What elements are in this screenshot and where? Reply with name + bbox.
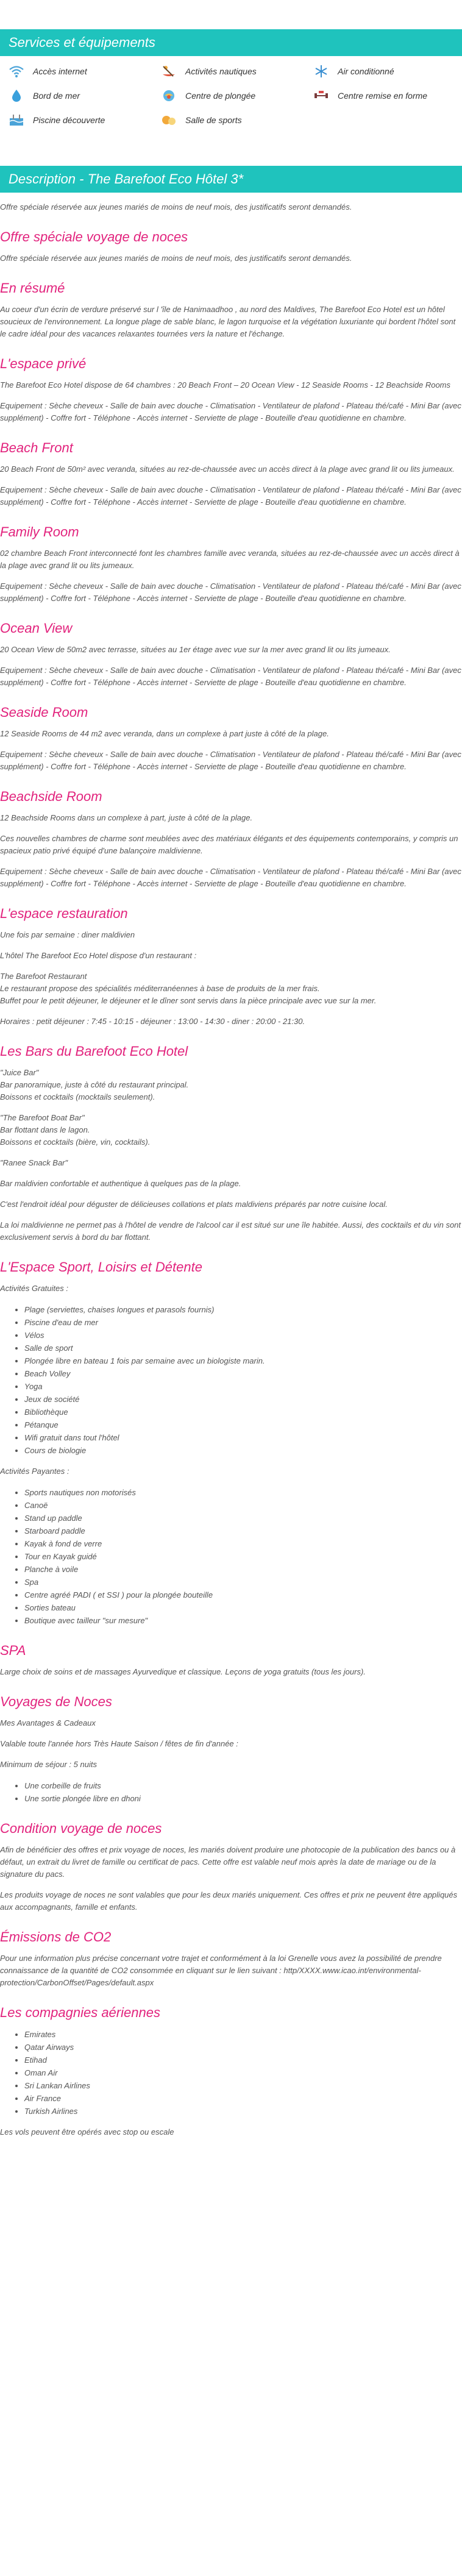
- bar-juice: [0, 1067, 462, 1103]
- list-item: • Spa: [24, 1576, 462, 1589]
- page: [0, 29, 462, 2171]
- sport-free-label: Activités Gratuites :: [0, 1284, 68, 1293]
- bar-line: Bar flottant dans le lagon.: [0, 1125, 90, 1134]
- list-item: • Centre agréé PADI ( et SSI ) pour la plongée bouteille: [24, 1589, 462, 1601]
- service-label: Accès internet: [33, 66, 87, 76]
- wifi-icon: [9, 65, 27, 78]
- service-label: Piscine découverte: [33, 115, 105, 125]
- restaurant-name: The Barefoot Restaurant: [0, 972, 87, 981]
- kayak-icon: [161, 65, 179, 78]
- list-item: • Jeux de société: [24, 1393, 462, 1406]
- list-item: • Yoga: [24, 1380, 462, 1393]
- list-item: • Vélos: [24, 1329, 462, 1342]
- free-activities-list: [0, 1303, 462, 1457]
- prive-text-1: The Barefoot Eco Hotel dispose de 64 chambres : 20 Beach Front – 20 Ocean View - 12 Seaside Rooms - 12 Beachside Rooms: [0, 380, 451, 390]
- seaside-text-2: Equipement : Sèche cheveux - Salle de bain avec douche - Climatisation - Ventilateur de plafond - Plateau thé/café - Mini Bar (avec supplément) - Coffre fort - Téléphone - Accès internet - Serviette de plage - Bouteille d'eau quotidienne en chambre.: [0, 750, 461, 771]
- restauration-text-1: Une fois par semaine : diner maldivien: [0, 930, 135, 939]
- list-item: • Tour en Kayak guidé: [24, 1550, 462, 1563]
- heading-sport: L'Espace Sport, Loisirs et Détente: [0, 1259, 202, 1275]
- list-item: • Qatar Airways: [24, 2041, 462, 2054]
- service-label: Salle de sports: [185, 115, 242, 125]
- heading-condition: Condition voyage de noces: [0, 1821, 162, 1836]
- paid-activities-list: [0, 1486, 462, 1627]
- heading-bars: Les Bars du Barefoot Eco Hotel: [0, 1044, 188, 1059]
- list-item: • Beach Volley: [24, 1367, 462, 1380]
- heading-ocean: Ocean View: [0, 621, 73, 636]
- services-band: Services et équipements: [0, 29, 462, 56]
- prive-text-2: Equipement : Sèche cheveux - Salle de bain avec douche - Climatisation - Ventilateur de plafond - Plateau thé/café - Mini Bar (avec supplément) - Coffre fort - Téléphone - Accès internet - Serviette de plage - Bouteille d'eau quotidienne en chambre.: [0, 401, 461, 422]
- list-item: • Pétanque: [24, 1418, 462, 1431]
- heading-resume: En résumé: [0, 280, 65, 296]
- condition-text-2: Les produits voyage de noces ne sont valables que pour les deux mariés uniquement. Ces offres et prix ne peuvent être appliqués aux accompagnants, famille et enfants.: [0, 1890, 458, 1912]
- heading-beachfront: Beach Front: [0, 440, 73, 455]
- heading-co2: Émissions de CO2: [0, 1929, 112, 1944]
- list-item: • Salle de sport: [24, 1342, 462, 1354]
- heading-beachside: Beachside Room: [0, 789, 102, 804]
- service-label: Bord de mer: [33, 91, 80, 101]
- airlines-list: [0, 2028, 462, 2118]
- beachfront-text-1: 20 Beach Front de 50m² avec veranda, situées au rez-de-chaussée avec un accès direct à la plage avec grand lit ou lits jumeaux.: [0, 464, 455, 474]
- list-item: • Plongée libre en bateau 1 fois par semaine avec un biologiste marin.: [24, 1354, 462, 1367]
- noces-text: Offre spéciale réservée aux jeunes mariés de moins de neuf mois, des justificatifs seront demandés.: [0, 254, 352, 263]
- heading-restauration: L'espace restauration: [0, 906, 128, 921]
- restauration-hours: Horaires : petit déjeuner : 7:45 - 10:15 - déjeuner : 13:00 - 14:30 - diner : 20:00 - 21:30.: [0, 1017, 305, 1026]
- list-item: • Turkish Airlines: [24, 2105, 462, 2118]
- service-forme: [313, 89, 453, 102]
- service-label: Centre de plongée: [185, 91, 256, 101]
- list-item: • Cours de biologie: [24, 1444, 462, 1457]
- service-sport: [161, 113, 313, 127]
- list-item: • Stand up paddle: [24, 1512, 462, 1525]
- snowflake-icon: [313, 65, 332, 78]
- heading-family: Family Room: [0, 524, 79, 539]
- voyages-text-2: Valable toute l'année hors Très Haute Saison / fêtes de fin d'année :: [0, 1739, 238, 1748]
- beachfront-text-2: Equipement : Sèche cheveux - Salle de bain avec douche - Climatisation - Ventilateur de plafond - Plateau thé/café - Mini Bar (avec supplément) - Coffre fort - Téléphone - Accès internet - Serviette de plage - Bouteille d'eau quotidienne en chambre.: [0, 485, 461, 507]
- beachside-text-1: 12 Beachside Rooms dans un complexe à part, juste à côté de la plage.: [0, 813, 253, 822]
- list-item: • Boutique avec tailleur "sur mesure": [24, 1614, 462, 1627]
- list-item: • Kayak à fond de verre: [24, 1537, 462, 1550]
- description-content: [0, 201, 462, 2138]
- list-item: • Oman Air: [24, 2066, 462, 2079]
- seaside-text-1: 12 Seaside Rooms de 44 m2 avec veranda, dans un complexe à part juste à côté de la plage.: [0, 729, 329, 738]
- heading-prive: L'espace privé: [0, 356, 87, 371]
- list-item: • Piscine d'eau de mer: [24, 1316, 462, 1329]
- water-drop-icon: [9, 89, 27, 102]
- sport-paid-label: Activités Payantes :: [0, 1467, 69, 1476]
- restaurant-block: [0, 970, 462, 1007]
- co2-text: Pour une information plus précise concernant votre trajet et conformément à la loi Grenelle vous avez la possibilité de prendre connaissance de la quantité de CO2 consommée en cliquant sur le lien suivant : http/XXXX.www.icao.int/environmental-protection/CarbonOffset/Pages/default.aspx: [0, 1954, 442, 1987]
- service-piscine: [9, 113, 161, 127]
- bar-name: "Juice Bar": [0, 1068, 39, 1077]
- voyages-gifts-list: [0, 1779, 462, 1805]
- heading-spa: SPA: [0, 1643, 26, 1658]
- description-band: Description - The Barefoot Eco Hôtel 3*: [0, 166, 462, 193]
- list-item: • Une corbeille de fruits: [24, 1779, 462, 1792]
- service-plongee: [161, 89, 313, 102]
- bars-text-2: C'est l'endroit idéal pour déguster de délicieuses collations et plats maldiviens préparés par notre cuisine local.: [0, 1200, 388, 1209]
- ocean-text-1: 20 Ocean View de 50m2 avec terrasse, situées au 1er étage avec vue sur la mer avec grand lit ou lits jumeaux.: [0, 645, 391, 654]
- services-grid: [0, 56, 462, 133]
- airlines-note: Les vols peuvent être opérés avec stop ou escale: [0, 2127, 174, 2137]
- family-text-2: Equipement : Sèche cheveux - Salle de bain avec douche - Climatisation - Ventilateur de plafond - Plateau thé/café - Mini Bar (avec supplément) - Coffre fort - Téléphone - Accès internet - Serviette de plage - Bouteille d'eau quotidienne en chambre.: [0, 582, 461, 603]
- ocean-text-2: Equipement : Sèche cheveux - Salle de bain avec douche - Climatisation - Ventilateur de plafond - Plateau thé/café - Mini Bar (avec supplément) - Coffre fort - Téléphone - Accès internet - Serviette de plage - Bouteille d'eau quotidienne en chambre.: [0, 666, 461, 687]
- list-item: • Starboard paddle: [24, 1525, 462, 1537]
- list-item: • Wifi gratuit dans tout l'hôtel: [24, 1431, 462, 1444]
- list-item: • Etihad: [24, 2054, 462, 2066]
- heading-voyages: Voyages de Noces: [0, 1694, 112, 1709]
- heading-seaside: Seaside Room: [0, 705, 88, 720]
- voyages-text-1: Mes Avantages & Cadeaux: [0, 1718, 96, 1727]
- service-air: [313, 65, 453, 78]
- bars-text-1: Bar maldivien confortable et authentique à quelques pas de la plage.: [0, 1179, 241, 1188]
- service-nautiques: [161, 65, 313, 78]
- list-item: • Sorties bateau: [24, 1601, 462, 1614]
- bar-boat: [0, 1112, 462, 1148]
- list-item: • Canoë: [24, 1499, 462, 1512]
- heading-airlines: Les compagnies aériennes: [0, 2005, 160, 2020]
- beachside-text-3: Equipement : Sèche cheveux - Salle de bain avec douche - Climatisation - Ventilateur de plafond - Plateau thé/café - Mini Bar (avec supplément) - Coffre fort - Téléphone - Accès internet - Serviette de plage - Bouteille d'eau quotidienne en chambre.: [0, 867, 461, 888]
- list-item: • Emirates: [24, 2028, 462, 2041]
- service-label: Air conditionné: [338, 66, 394, 76]
- diving-icon: [161, 89, 179, 102]
- heading-noces: Offre spéciale voyage de noces: [0, 229, 188, 244]
- service-label: Activités nautiques: [185, 66, 257, 76]
- list-item: • Plage (serviettes, chaises longues et parasols fournis): [24, 1303, 462, 1316]
- list-item: • Une sortie plongée libre en dhoni: [24, 1792, 462, 1805]
- list-item: • Planche à voile: [24, 1563, 462, 1576]
- restaurant-desc: Le restaurant propose des spécialités méditerranéennes à base de produits de la mer frais.: [0, 984, 320, 993]
- voyages-text-3: Minimum de séjour : 5 nuits: [0, 1760, 97, 1769]
- bar-line: Boissons et cocktails (bière, vin, cocktails).: [0, 1137, 151, 1147]
- restauration-text-2: L'hôtel The Barefoot Eco Hotel dispose d'un restaurant :: [0, 951, 197, 960]
- beachside-text-2: Ces nouvelles chambres de charme sont meublées avec des matériaux élégants et des équipements contemporains, y compris un spacieux patio privé équipé d'une balançoire maldivienne.: [0, 834, 458, 855]
- sport-icon: [161, 113, 179, 127]
- spa-text: Large choix de soins et de massages Ayurvedique et classique. Leçons de yoga gratuits (tous les jours).: [0, 1667, 366, 1676]
- bars-text-3: La loi maldivienne ne permet pas à l'hôtel de vendre de l'alcool car il est situé sur une île habitée. Aussi, des cocktails et du vin sont exclusivement servis à bord du bar flottant.: [0, 1220, 461, 1242]
- bar-ranee: "Ranee Snack Bar": [0, 1158, 68, 1167]
- list-item: • Sri Lankan Airlines: [24, 2079, 462, 2092]
- pool-icon: [9, 113, 27, 127]
- service-mer: [9, 89, 161, 102]
- resume-text: Au coeur d'un écrin de verdure préservé sur l 'île de Hanimaadhoo , au nord des Maldives, The Barefoot Eco Hotel est un hôtel soucieux de l'environnement. La longue plage de sable blanc, le lagon turquoise et la végétation luxuriante qui bordent l'hôtel sont le cadre idéal pour des vacances relaxantes tournées vers la nature et l'échange.: [0, 305, 456, 338]
- condition-text-1: Afin de bénéficier des offres et prix voyage de noces, les mariés doivent produire une photocopie de la publication des bancs ou à défaut, un extrait du livret de famille ou certificat de pacs. Cette offre est valable neuf mois après la date de mariage ou de la signature du pacs.: [0, 1845, 456, 1879]
- list-item: • Bibliothèque: [24, 1406, 462, 1418]
- list-item: • Air France: [24, 2092, 462, 2105]
- fitness-icon: [313, 89, 332, 102]
- bar-line: Bar panoramique, juste à côté du restaurant principal.: [0, 1080, 189, 1089]
- description-intro: Offre spéciale réservée aux jeunes mariés de moins de neuf mois, des justificatifs seront demandés.: [0, 202, 352, 212]
- bar-name: "The Barefoot Boat Bar": [0, 1113, 85, 1122]
- bar-line: Boissons et cocktails (mocktails seulement).: [0, 1092, 155, 1101]
- restaurant-buffet: Buffet pour le petit déjeuner, le déjeuner et le dîner sont servis dans la pièce principale avec vue sur la mer.: [0, 996, 377, 1005]
- service-internet: [9, 65, 161, 78]
- family-text-1: 02 chambre Beach Front interconnecté font les chambres famille avec veranda, situées au rez-de-chaussée avec un accès direct à la plage avec grand lit ou lits jumeaux.: [0, 549, 460, 570]
- service-label: Centre remise en forme: [338, 91, 428, 101]
- list-item: • Sports nautiques non motorisés: [24, 1486, 462, 1499]
